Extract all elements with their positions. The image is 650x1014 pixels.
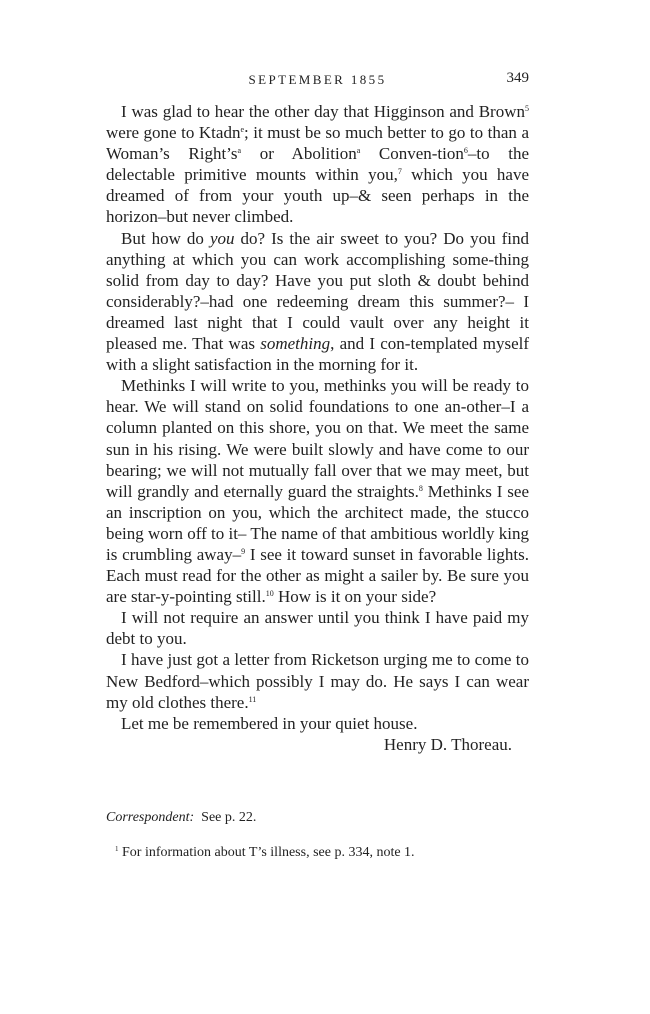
footnote-marker: 1 — [115, 845, 119, 853]
note-ref: 7 — [397, 167, 402, 177]
text: How is it on your side? — [273, 587, 437, 607]
note-ref: 9 — [241, 546, 246, 556]
note-ref: 10 — [265, 589, 274, 599]
paragraph-6: Let me be remembered in your quiet house. — [121, 713, 418, 733]
text: were gone to Ktadn — [106, 123, 241, 143]
text: do? Is the air sweet to you? Do you find anything at which you can work accomplishing some-thing solid from day to day? Have you put sloth & doubt behind considerably?–had one redeeming dream this summer?– I dreamed last night that I could vault over any height it pleased me. That was — [106, 228, 529, 354]
footnote-text: For information about T’s illness, see p. 334, note 1. — [122, 845, 415, 860]
note-ref: a — [237, 146, 242, 156]
text: which you have dreamed of from your youth up–& seen perhaps in the horizon–but never climbed. — [106, 165, 529, 227]
text: Methinks I see an inscription on you, which the architect made, the stucco being worn off to it– The name of that ambitious worldly king is crumbling away– — [106, 481, 529, 564]
correspondent-text: See p. 22. — [201, 810, 257, 825]
letter-body — [106, 101, 529, 755]
text: or Abolition — [241, 144, 357, 164]
note-ref: 8 — [418, 483, 423, 493]
paragraph-1 — [106, 101, 529, 228]
text: ; it must be so much better to go to than a Woman’s Right’s — [106, 123, 530, 164]
text: –to the delectable primitive mounts within you, — [106, 144, 529, 185]
paragraph-5 — [106, 649, 529, 712]
page-number: 349 — [506, 70, 529, 86]
text: I see it toward sunset in favorable lights. Each must read for the other as might a sailer by. Be sure you are star-y-pointing still. — [106, 544, 529, 607]
text: , and I con-templated myself with a slight satisfaction in the morning for it. — [106, 334, 529, 375]
emphasis: you — [209, 228, 235, 248]
note-ref: 11 — [248, 694, 257, 704]
paragraph-2 — [106, 228, 529, 376]
note-ref: e — [240, 125, 245, 135]
text: I have just got a letter from Ricketson urging me to come to New Bedford–which possibly I may do. He says I can wear my old clothes there. — [106, 650, 529, 712]
note-ref: a — [356, 146, 361, 156]
text: I was glad to hear the other day that Higginson and Brown — [121, 102, 525, 121]
note-ref: 6 — [463, 146, 468, 156]
footnote — [115, 845, 415, 861]
text: But how do — [121, 228, 210, 248]
emphasis: something — [260, 334, 331, 354]
note-ref: 5 — [525, 104, 529, 113]
running-head — [106, 70, 529, 90]
text: Methinks I will write to you, methinks you will be ready to hear. We will stand on solid foundations to one an-other–I a column planted on this shore, you on that. We meet the same sun in his rising. We were built slowly and have come to our bearing; we will not mutually fall over that we may meet, but will grandly and eternally guard the straights. — [106, 376, 529, 501]
signature: Henry D. Thoreau. — [383, 734, 512, 754]
running-title: SEPTEMBER 1855 — [248, 72, 387, 87]
paragraph-3 — [106, 375, 529, 607]
correspondent-note — [106, 810, 256, 826]
paragraph-4: I will not require an answer until you think I have paid my debt to you. — [106, 608, 529, 649]
text: Conven-tion — [360, 144, 464, 164]
correspondent-label: Correspondent: — [106, 810, 195, 825]
